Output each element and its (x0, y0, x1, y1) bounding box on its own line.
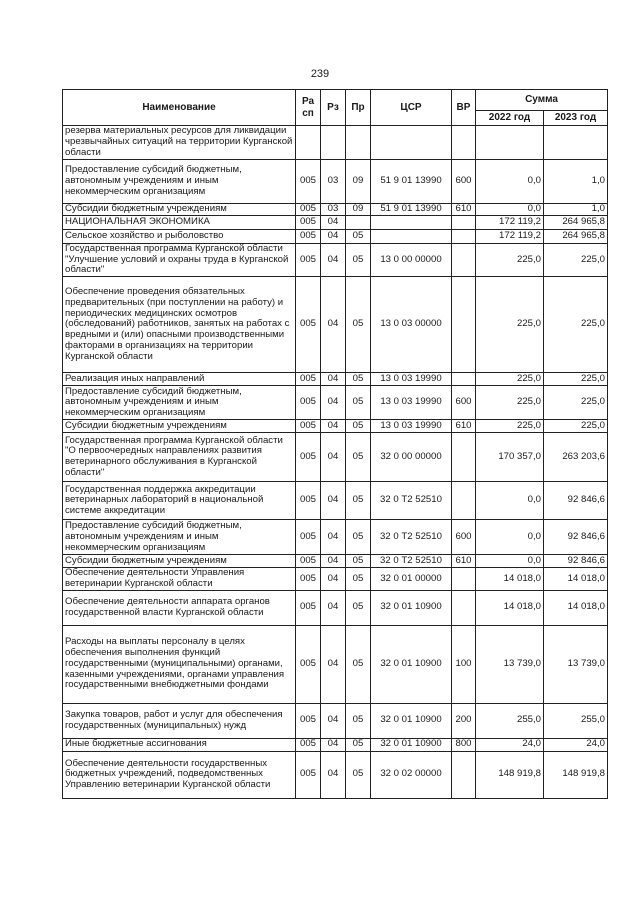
cell-csr: 32 0 02 00000 (371, 751, 452, 798)
cell-rz: 04 (321, 738, 346, 751)
table-row (63, 126, 608, 160)
cell-pr: 05 (346, 482, 371, 520)
cell-pr: 05 (346, 433, 371, 482)
cell-vr (452, 590, 476, 625)
header-rasp-line2: сп (302, 107, 314, 119)
cell-name: Сельское хозяйство и рыболовство (63, 230, 296, 244)
cell-pr: 05 (346, 751, 371, 798)
cell-rasp: 005 (296, 204, 321, 216)
cell-csr: 32 0 01 10900 (371, 703, 452, 738)
cell-vr: 600 (452, 520, 476, 555)
cell-vr: 600 (452, 160, 476, 204)
cell-vr: 800 (452, 738, 476, 751)
cell-rz: 04 (321, 373, 346, 386)
cell-pr: 09 (346, 160, 371, 204)
cell-rz: 04 (321, 482, 346, 520)
cell-csr: 32 0 Т2 52510 (371, 520, 452, 555)
cell-2023: 1,0 (544, 160, 608, 204)
cell-vr (452, 126, 476, 160)
cell-pr: 05 (346, 420, 371, 433)
cell-rasp: 005 (296, 520, 321, 555)
cell-2023: 13 739,0 (544, 625, 608, 703)
cell-2022 (476, 126, 544, 160)
cell-2023: 24,0 (544, 738, 608, 751)
cell-name: Реализация иных направлений (63, 373, 296, 386)
cell-rz: 04 (321, 277, 346, 373)
cell-name: Иные бюджетные ассигнования (63, 738, 296, 751)
cell-rasp: 005 (296, 590, 321, 625)
cell-rz: 04 (321, 420, 346, 433)
cell-2022: 255,0 (476, 703, 544, 738)
cell-2023: 225,0 (544, 244, 608, 277)
cell-vr: 610 (452, 555, 476, 568)
cell-vr (452, 482, 476, 520)
cell-vr (452, 433, 476, 482)
table-row (63, 216, 608, 230)
cell-vr (452, 216, 476, 230)
table-row (63, 420, 608, 433)
cell-rasp: 005 (296, 230, 321, 244)
cell-csr: 32 0 01 10900 (371, 738, 452, 751)
table-body (63, 126, 608, 799)
cell-rasp: 005 (296, 482, 321, 520)
cell-2022: 0,0 (476, 520, 544, 555)
cell-rasp: 005 (296, 386, 321, 420)
cell-rz: 04 (321, 433, 346, 482)
header-2023: 2023 год (544, 111, 608, 126)
cell-pr: 05 (346, 230, 371, 244)
cell-rz: 04 (321, 590, 346, 625)
cell-name: Государственная программа Курганской области "О первоочередных направлениях развития ветеринарного обслуживания в Курганской области" (63, 433, 296, 482)
cell-rz: 04 (321, 703, 346, 738)
cell-vr (452, 751, 476, 798)
cell-rz: 04 (321, 625, 346, 703)
cell-2023: 225,0 (544, 420, 608, 433)
cell-vr (452, 244, 476, 277)
table-row (63, 520, 608, 555)
table-row (63, 703, 608, 738)
cell-2022: 148 919,8 (476, 751, 544, 798)
cell-name: Государственная поддержка аккредитации ветеринарных лабораторий в национальной системе аккредитации (63, 482, 296, 520)
table-row (63, 433, 608, 482)
table-row (63, 590, 608, 625)
cell-csr (371, 126, 452, 160)
cell-2022: 0,0 (476, 555, 544, 568)
cell-rasp: 005 (296, 703, 321, 738)
cell-rasp (296, 126, 321, 160)
cell-csr: 13 0 03 19990 (371, 373, 452, 386)
cell-rz: 04 (321, 216, 346, 230)
cell-vr: 200 (452, 703, 476, 738)
cell-rasp: 005 (296, 216, 321, 230)
cell-name: Обеспечение деятельности Управления ветеринарии Курганской области (63, 568, 296, 590)
cell-csr: 51 9 01 13990 (371, 204, 452, 216)
cell-pr: 05 (346, 244, 371, 277)
cell-name: Субсидии бюджетным учреждениям (63, 204, 296, 216)
cell-2023: 14 018,0 (544, 568, 608, 590)
cell-2023: 255,0 (544, 703, 608, 738)
cell-name: Предоставление субсидий бюджетным, автономным учреждениям и иным некоммерческим организациям (63, 386, 296, 420)
table-row (63, 751, 608, 798)
cell-pr: 05 (346, 703, 371, 738)
cell-pr: 05 (346, 590, 371, 625)
cell-2023: 148 919,8 (544, 751, 608, 798)
cell-pr: 05 (346, 738, 371, 751)
cell-pr: 09 (346, 204, 371, 216)
header-pr: Пр (346, 90, 371, 126)
cell-rasp: 005 (296, 420, 321, 433)
cell-2022: 13 739,0 (476, 625, 544, 703)
cell-rz: 04 (321, 568, 346, 590)
cell-name: Предоставление субсидий бюджетным, автономным учреждениям и иным некоммерческим организациям (63, 160, 296, 204)
cell-csr: 32 0 01 00000 (371, 568, 452, 590)
cell-rz: 03 (321, 204, 346, 216)
cell-csr: 32 0 01 10900 (371, 590, 452, 625)
cell-2023: 92 846,6 (544, 520, 608, 555)
cell-rz: 04 (321, 244, 346, 277)
cell-csr: 32 0 00 00000 (371, 433, 452, 482)
table-row (63, 555, 608, 568)
cell-rz: 03 (321, 160, 346, 204)
cell-name: Обеспечение деятельности аппарата органов государственной власти Курганской области (63, 590, 296, 625)
cell-pr: 05 (346, 555, 371, 568)
cell-rz: 04 (321, 555, 346, 568)
cell-rasp: 005 (296, 555, 321, 568)
cell-rasp: 005 (296, 160, 321, 204)
cell-name: Субсидии бюджетным учреждениям (63, 555, 296, 568)
cell-2022: 172 119,2 (476, 230, 544, 244)
header-2022: 2022 год (476, 111, 544, 126)
cell-name: Расходы на выплаты персоналу в целях обеспечения выполнения функций государственными (муниципальными) органами, казенными учреждениями, органами управления государственными внебюджетными фондами (63, 625, 296, 703)
cell-2022: 24,0 (476, 738, 544, 751)
cell-2022: 170 357,0 (476, 433, 544, 482)
cell-name: Обеспечение деятельности государственных бюджетных учреждений, подведомственных Управлению ветеринарии Курганской области (63, 751, 296, 798)
table-row (63, 204, 608, 216)
header-rz: Рз (321, 90, 346, 126)
cell-name: Обеспечение проведения обязательных предварительных (при поступлении на работу) и периодических медицинских осмотров (обследований) работников, занятых на работах с вредными и (или) опасными производственными факторами в организациях на территории Курганской области (63, 277, 296, 373)
cell-csr: 32 0 01 10900 (371, 625, 452, 703)
cell-rasp: 005 (296, 373, 321, 386)
cell-pr: 05 (346, 625, 371, 703)
cell-2022: 14 018,0 (476, 568, 544, 590)
table-row (63, 568, 608, 590)
cell-2022: 0,0 (476, 204, 544, 216)
cell-pr (346, 216, 371, 230)
cell-csr (371, 230, 452, 244)
header-sum: Сумма (476, 90, 608, 111)
cell-rz: 04 (321, 386, 346, 420)
cell-rasp: 005 (296, 738, 321, 751)
header-csr: ЦСР (371, 90, 452, 126)
cell-csr: 32 0 Т2 52510 (371, 482, 452, 520)
cell-rz (321, 126, 346, 160)
cell-pr (346, 126, 371, 160)
page-number: 239 (310, 68, 330, 80)
cell-vr (452, 277, 476, 373)
cell-csr: 51 9 01 13990 (371, 160, 452, 204)
cell-rasp: 005 (296, 244, 321, 277)
cell-name: Субсидии бюджетным учреждениям (63, 420, 296, 433)
cell-2022: 225,0 (476, 277, 544, 373)
cell-rz: 04 (321, 751, 346, 798)
cell-rasp: 005 (296, 625, 321, 703)
cell-rz: 04 (321, 230, 346, 244)
cell-name: резерва материальных ресурсов для ликвидации чрезвычайных ситуаций на территории Курганской области (63, 126, 296, 160)
cell-csr: 13 0 03 00000 (371, 277, 452, 373)
cell-vr: 610 (452, 204, 476, 216)
cell-2023: 225,0 (544, 373, 608, 386)
cell-pr: 05 (346, 277, 371, 373)
cell-2023: 92 846,6 (544, 555, 608, 568)
cell-2023 (544, 126, 608, 160)
header-name: Наименование (63, 90, 296, 126)
cell-2023: 14 018,0 (544, 590, 608, 625)
cell-2022: 225,0 (476, 244, 544, 277)
cell-pr: 05 (346, 386, 371, 420)
cell-vr: 600 (452, 386, 476, 420)
header-vr: ВР (452, 90, 476, 126)
cell-vr (452, 568, 476, 590)
cell-csr: 13 0 03 19990 (371, 386, 452, 420)
cell-vr (452, 230, 476, 244)
cell-rasp: 005 (296, 277, 321, 373)
cell-vr (452, 373, 476, 386)
cell-2022: 0,0 (476, 160, 544, 204)
cell-2022: 172 119,2 (476, 216, 544, 230)
cell-pr: 05 (346, 568, 371, 590)
cell-rasp: 005 (296, 433, 321, 482)
cell-vr: 100 (452, 625, 476, 703)
cell-rasp: 005 (296, 751, 321, 798)
table-row (63, 738, 608, 751)
cell-name: Государственная программа Курганской области "Улучшение условий и охраны труда в Курганской области" (63, 244, 296, 277)
cell-2023: 263 203,6 (544, 433, 608, 482)
header-rasp-line1: Ра (301, 96, 315, 108)
table-row (63, 160, 608, 204)
cell-2023: 1,0 (544, 204, 608, 216)
cell-rasp: 005 (296, 568, 321, 590)
cell-2022: 14 018,0 (476, 590, 544, 625)
cell-2022: 225,0 (476, 386, 544, 420)
cell-csr: 13 0 00 00000 (371, 244, 452, 277)
cell-csr (371, 216, 452, 230)
cell-2022: 0,0 (476, 482, 544, 520)
cell-name: НАЦИОНАЛЬНАЯ ЭКОНОМИКА (63, 216, 296, 230)
cell-2022: 225,0 (476, 420, 544, 433)
cell-csr: 13 0 03 19990 (371, 420, 452, 433)
cell-2023: 225,0 (544, 277, 608, 373)
table-row (63, 277, 608, 373)
table-row (63, 625, 608, 703)
cell-name: Предоставление субсидий бюджетным, автономным учреждениям и иным некоммерческим организациям (63, 520, 296, 555)
table-row (63, 244, 608, 277)
cell-2023: 264 965,8 (544, 230, 608, 244)
table-row (63, 373, 608, 386)
cell-2023: 225,0 (544, 386, 608, 420)
table-header-row (63, 90, 608, 111)
cell-2023: 92 846,6 (544, 482, 608, 520)
header-rasp (296, 90, 321, 126)
table-row (63, 230, 608, 244)
budget-table (62, 89, 608, 799)
cell-csr: 32 0 Т2 52510 (371, 555, 452, 568)
cell-vr: 610 (452, 420, 476, 433)
cell-pr: 05 (346, 520, 371, 555)
cell-rz: 04 (321, 520, 346, 555)
table-row (63, 386, 608, 420)
table-row (63, 482, 608, 520)
cell-pr: 05 (346, 373, 371, 386)
cell-name: Закупка товаров, работ и услуг для обеспечения государственных (муниципальных) нужд (63, 703, 296, 738)
cell-2022: 225,0 (476, 373, 544, 386)
cell-2023: 264 965,8 (544, 216, 608, 230)
